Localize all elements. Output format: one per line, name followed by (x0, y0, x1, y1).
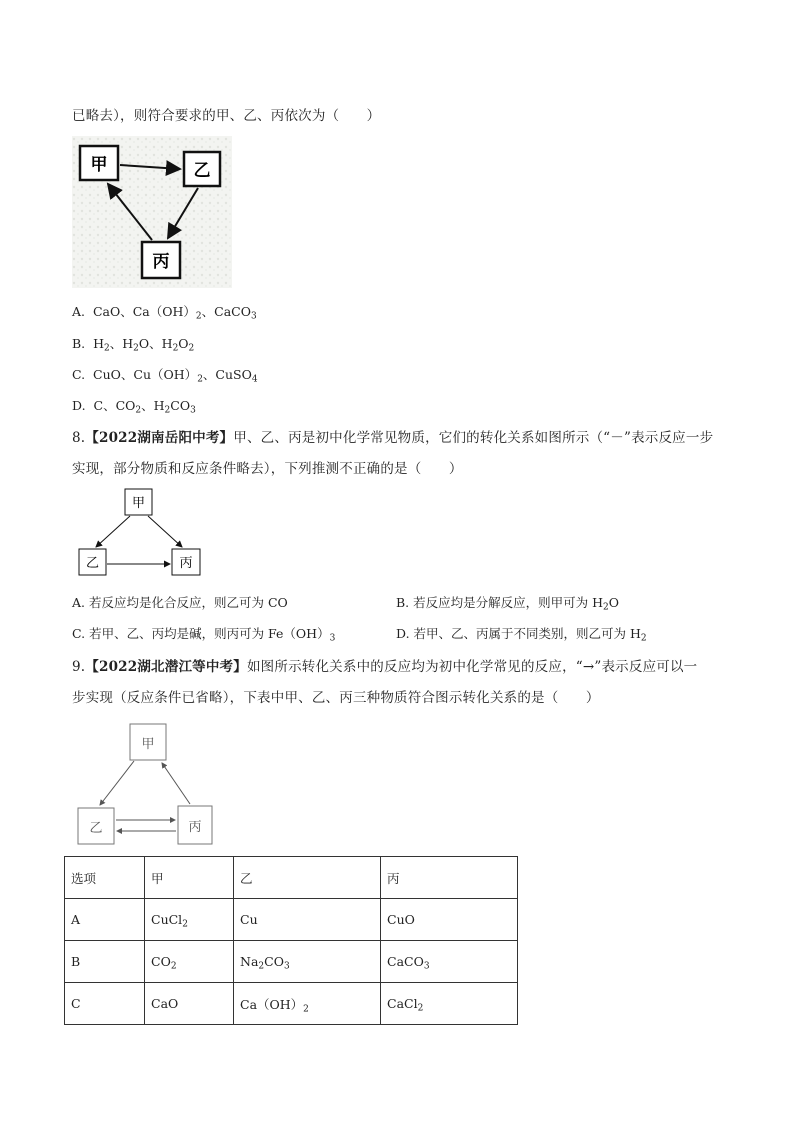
q9-diagram (72, 718, 222, 850)
q9-label-bing: 丙 (188, 820, 202, 835)
q8-option-b: B. 若反应均是分解反应，则甲可为 $H_2O$ (396, 595, 619, 613)
q8-box-jia (125, 489, 152, 515)
q7-option-b: B. $H_2$、$H_2O$、$H_2O_2$ (72, 336, 195, 354)
q8-label-yi: 乙 (85, 556, 100, 571)
q8-diagram (72, 486, 212, 580)
q9-label-yi: 乙 (89, 821, 103, 836)
q7-stem-end: 已略去），则符合要求的甲、乙、丙依次为（ ） (72, 108, 381, 124)
table-row (65, 983, 518, 1025)
q9-stem-line2: 步实现（反应条件已省略），下表中甲、乙、丙三种物质符合图示转化关系的是（ ） (72, 690, 600, 706)
q7-option-d: D. C、$CO_2$、$H_2CO_3$ (72, 398, 196, 416)
cell-yi: Cu (234, 899, 381, 941)
q9-source: 【2022湖北潜江等中考】 (85, 659, 247, 675)
q8-box-bing (172, 549, 200, 575)
q9-box-yi (78, 808, 114, 844)
q9-box-jia (130, 724, 166, 760)
q9-box-bing (178, 806, 212, 844)
q8-label-bing: 丙 (179, 556, 193, 571)
cell-bing: CuO (381, 899, 518, 941)
table-header-row (65, 857, 518, 899)
q7-diagram (72, 136, 232, 288)
q7-option-c: C. CuO、$Cu(OH)_2$、CuSO$_4$ (72, 367, 258, 385)
q7-label-bing: 丙 (152, 252, 170, 272)
q7-option-a: A. CaO、$Ca(OH)_2$、CaCO$_3$ (72, 304, 257, 322)
q7-box-bing (142, 242, 180, 278)
q8-arrow-jia-yi (96, 516, 130, 547)
q7-box-jia (80, 146, 118, 180)
cell-option: B (65, 941, 145, 983)
cell-yi: $Na_2CO_3$ (234, 941, 381, 983)
cell-jia: $CO_2$ (145, 941, 234, 983)
header-jia: 甲 (145, 857, 234, 899)
q9-arrow-jia-yi (100, 761, 134, 805)
cell-option: A (65, 899, 145, 941)
table-row (65, 941, 518, 983)
q8-label-jia: 甲 (131, 496, 146, 511)
q8-option-a: A. 若反应均是化合反应，则乙可为 CO (72, 595, 288, 610)
cell-option: C (65, 983, 145, 1025)
q7-box-yi (184, 152, 220, 186)
cell-jia: CuCl$_2$ (145, 899, 234, 941)
q8-option-d: D. 若甲、乙、丙属于不同类别，则乙可为 $H_2$ (396, 626, 647, 644)
q7-label-jia: 甲 (90, 155, 108, 175)
q8-source: 【2022湖南岳阳中考】 (85, 430, 234, 446)
q9-stem-line1: 9.【2022湖北潜江等中考】如图所示转化关系中的反应均为初中化学常见的反应，“→”表示反应可以一 (72, 659, 698, 675)
q8-arrow-jia-bing (148, 516, 182, 547)
cell-jia: CaO (145, 983, 234, 1025)
q8-option-c: C. 若甲、乙、丙均是碱，则丙可为 $Fe(OH)_3$ (72, 626, 336, 644)
q9-table (64, 856, 518, 1025)
header-option: 选项 (65, 857, 145, 899)
q7-label-yi: 乙 (193, 161, 211, 181)
header-bing: 丙 (381, 857, 518, 899)
q9-arrow-bing-jia (162, 763, 190, 804)
q8-box-yi (79, 549, 106, 575)
cell-bing: CaCl$_2$ (381, 983, 518, 1025)
q8-stem-line1: 8.【2022湖南岳阳中考】甲、乙、丙是初中化学常见物质，它们的转化关系如图所示（“－”表示反应一步 (72, 430, 714, 446)
q9-label-jia: 甲 (141, 737, 155, 752)
table-row (65, 899, 518, 941)
header-yi: 乙 (234, 857, 381, 899)
q8-stem-line2: 实现，部分物质和反应条件略去），下列推测不正确的是（ ） (72, 461, 463, 477)
cell-bing: CaCO$_3$ (381, 941, 518, 983)
cell-yi: $Ca(OH)_2$ (234, 983, 381, 1025)
